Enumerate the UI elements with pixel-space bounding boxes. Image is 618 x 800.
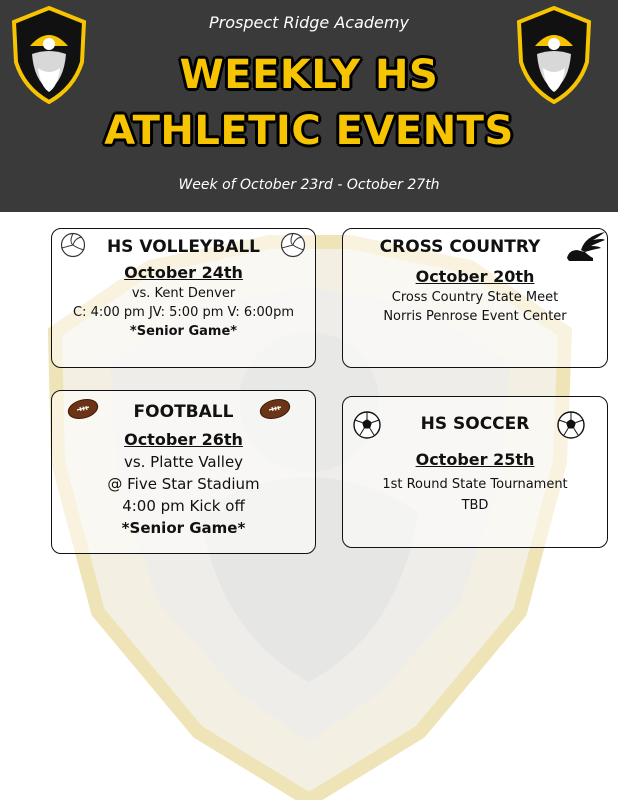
- football-icon: [258, 397, 292, 421]
- event-venue: TBD: [461, 498, 489, 513]
- soccer-ball-icon: [556, 410, 586, 440]
- event-title: FOOTBALL: [133, 402, 234, 422]
- event-note: *Senior Game*: [129, 324, 238, 339]
- event-time: 4:00 pm Kick off: [122, 497, 245, 515]
- event-note: *Senior Game*: [121, 519, 246, 537]
- event-date: October 24th: [124, 263, 243, 282]
- event-venue: Norris Penrose Event Center: [383, 309, 567, 324]
- event-description: 1st Round State Tournament: [382, 477, 568, 492]
- volleyball-icon: [280, 232, 306, 258]
- event-title: HS VOLLEYBALL: [106, 237, 261, 257]
- title-line-1: WEEKLY HS: [179, 52, 439, 98]
- event-card-volleyball: [51, 228, 316, 368]
- volleyball-icon: [60, 232, 86, 258]
- event-title: CROSS COUNTRY: [379, 237, 541, 257]
- week-range: Week of October 23rd - October 27th: [178, 177, 440, 193]
- event-venue: @ Five Star Stadium: [107, 475, 260, 493]
- soccer-ball-icon: [352, 410, 382, 440]
- event-description: Cross Country State Meet: [391, 290, 559, 305]
- title-line-2: ATHLETIC EVENTS: [104, 108, 514, 154]
- crest-logo-left: [10, 6, 88, 104]
- event-date: October 25th: [415, 450, 535, 469]
- event-title: HS SOCCER: [420, 414, 530, 434]
- winged-shoe-icon: [563, 230, 607, 264]
- event-date: October 26th: [124, 430, 243, 449]
- school-name: Prospect Ridge Academy: [209, 13, 409, 32]
- header-banner: [0, 0, 618, 212]
- event-opponent: vs. Kent Denver: [131, 286, 236, 301]
- event-opponent: vs. Platte Valley: [123, 453, 244, 471]
- crest-logo-right: [515, 6, 593, 104]
- event-date: October 20th: [415, 267, 535, 286]
- event-times: C: 4:00 pm JV: 5:00 pm V: 6:00pm: [73, 305, 294, 320]
- football-icon: [66, 397, 100, 421]
